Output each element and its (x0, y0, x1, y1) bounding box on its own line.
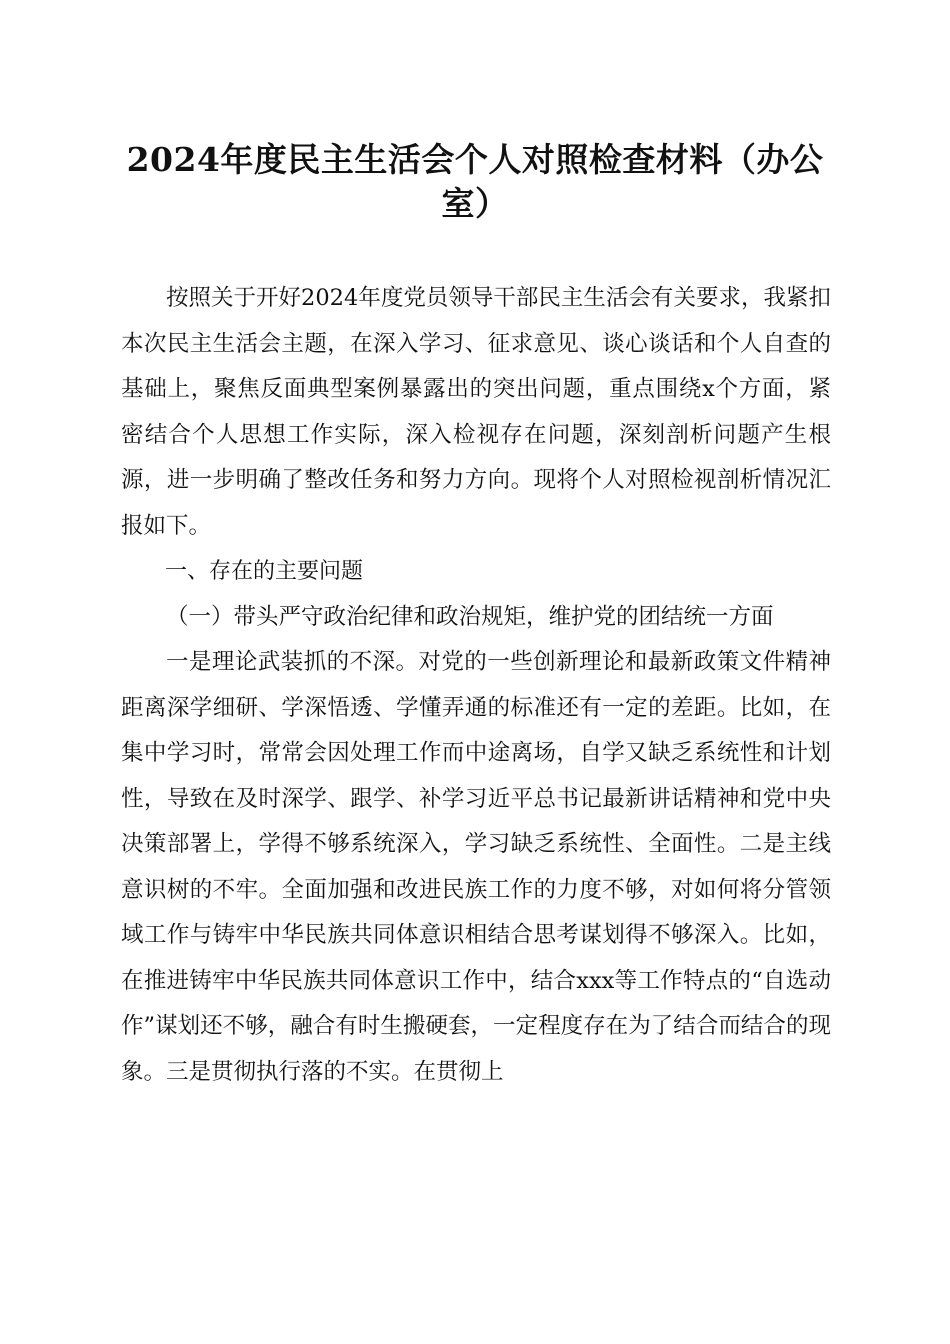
subsection-heading: （一）带头严守政治纪律和政治规矩，维护党的团结统一方面 (166, 603, 774, 630)
document-body (121, 276, 831, 1095)
intro-paragraph: 按照关于开好2024年度党员领导干部民主生活会有关要求，我紧扣本次民主生活会主题，在深入学习、征求意见、谈心谈话和个人自查的基础上，聚焦反面典型案例暴露出的突出问题，重点围绕x个方面，紧密结合个人思想工作实际，深入检视存在问题，深刻剖析问题产生根源，进一步明确了整改任务和努力方向。现将个人对照检视剖析情况汇报如下。 (121, 285, 831, 539)
body-paragraph: 一是理论武装抓的不深。对党的一些创新理论和最新政策文件精神距离深学细研、学深悟透、学懂弄通的标准还有一定的差距。比如，在集中学习时，常常会因处理工作而中途离场，自学又缺乏系统性和计划性，导致在及时深学、跟学、补学习近平总书记最新讲话精神和党中央决策部署上，学得不够系统深入，学习缺乏系统性、全面性。二是主线意识树的不牢。全面加强和改进民族工作的力度不够，对如何将分管领域工作与铸牢中华民族共同体意识相结合思考谋划得不够深入。比如，在推进铸牢中华民族共同体意识工作中，结合xxx等工作特点的“自选动作”谋划还不够，融合有时生搬硬套，一定程度存在为了结合而结合的现象。三是贯彻执行落的不实。在贯彻上 (121, 649, 831, 1085)
section-heading: 一、存在的主要问题 (165, 559, 364, 584)
document-title: 2024年度民主生活会个人对照检查材料（办公室） (126, 140, 824, 223)
